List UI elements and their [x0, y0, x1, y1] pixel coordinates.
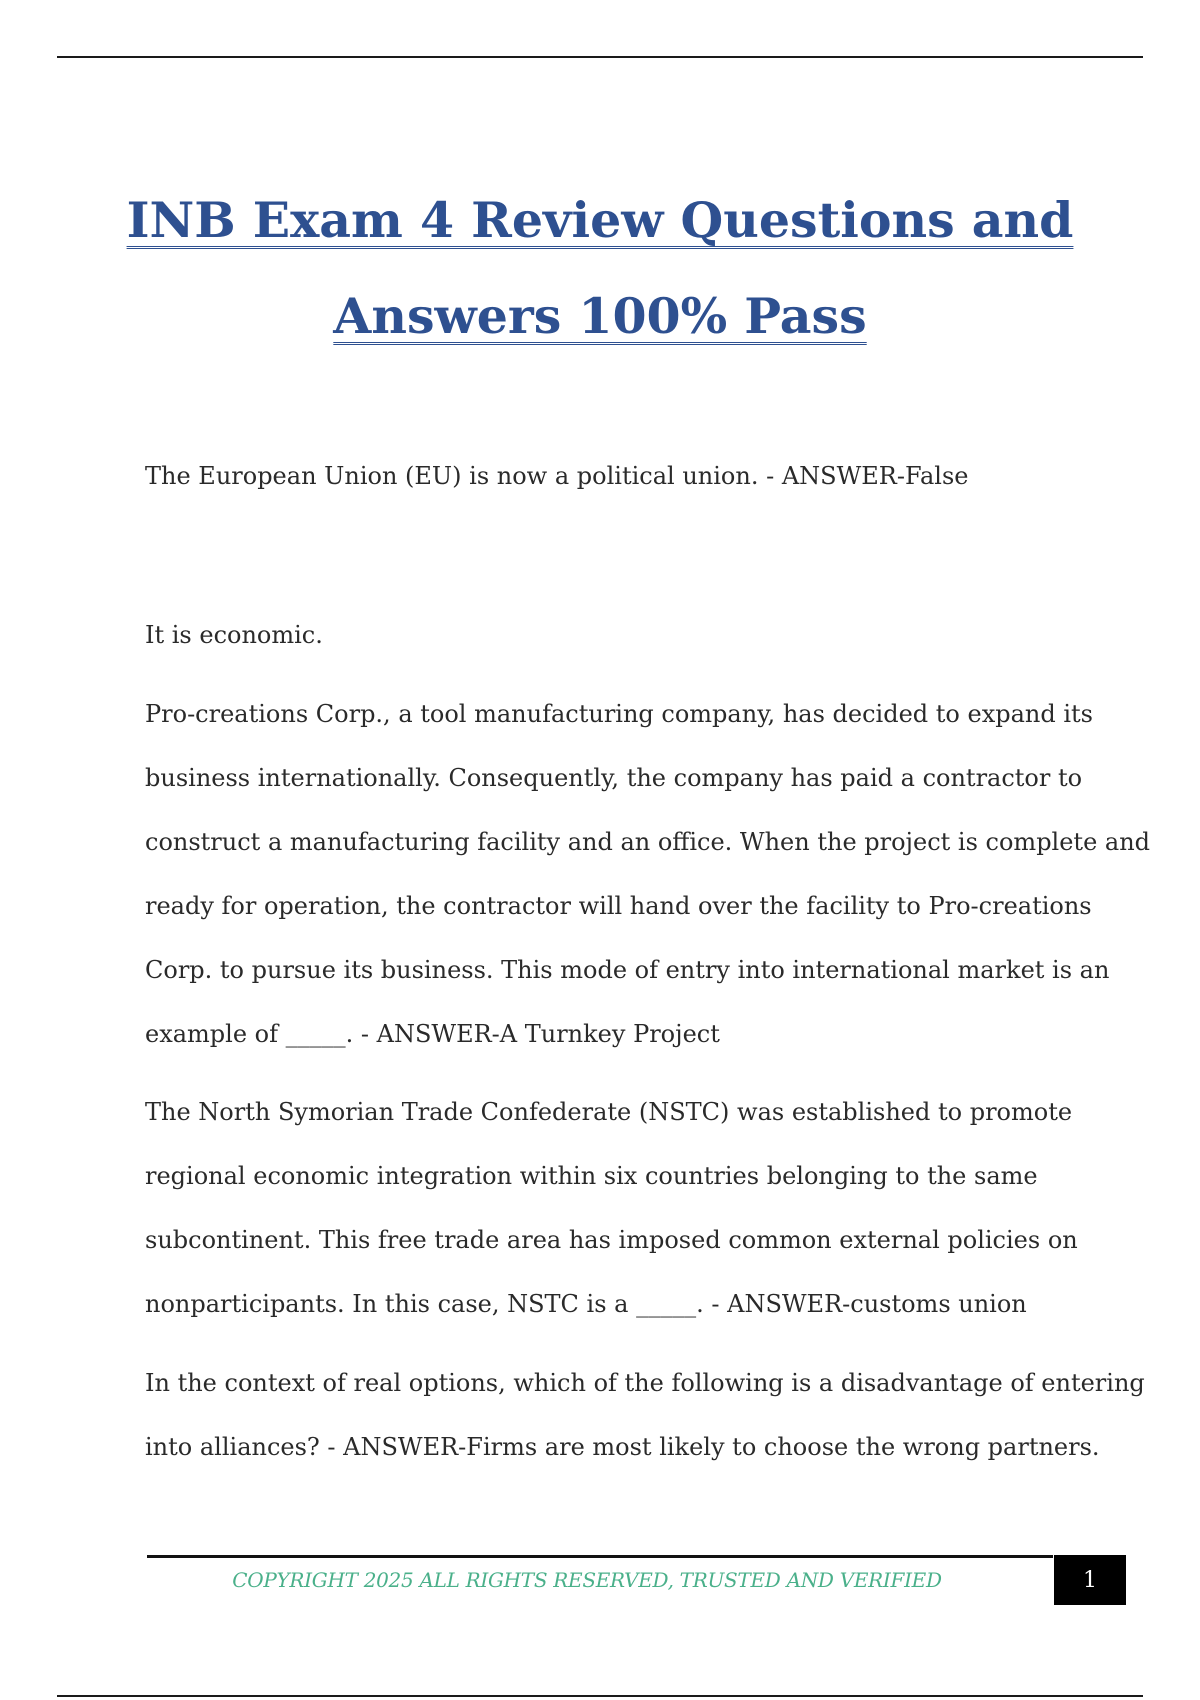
paragraph-turnkey-question	[145, 682, 1151, 1066]
paragraph-line: business internationally. Consequently, the company has paid a contractor to	[145, 764, 1083, 792]
footer-rule	[147, 1555, 1053, 1558]
paragraph-line: ready for operation, the contractor will hand over the facility to Pro-creations	[145, 892, 1092, 920]
paragraph-line: The European Union (EU) is now a political union. - ANSWER-False	[145, 462, 969, 490]
paragraph-line: regional economic integration within six countries belonging to the same	[145, 1162, 1038, 1190]
paragraph-line: example of _____. - ANSWER-A Turnkey Project	[145, 1020, 720, 1048]
title-line-2: Answers 100% Pass	[333, 287, 867, 345]
header-rule	[57, 56, 1143, 58]
paragraph-line: into alliances? - ANSWER-Firms are most likely to choose the wrong partners.	[145, 1433, 1100, 1461]
document-title	[100, 172, 1100, 364]
copyright-notice: COPYRIGHT 2025 ALL RIGHTS RESERVED, TRUSTED AND VERIFIED	[232, 1568, 942, 1592]
paragraph-line: Pro-creations Corp., a tool manufacturing company, has decided to expand its	[145, 700, 1093, 728]
paragraph-eu-question	[145, 444, 1065, 508]
paragraph-line: The North Symorian Trade Confederate (NSTC) was established to promote	[145, 1098, 1073, 1126]
paragraph-alliances-question	[145, 1351, 1145, 1479]
page-bottom-rule	[57, 1695, 1143, 1697]
title-line-1: INB Exam 4 Review Questions and	[126, 191, 1074, 249]
page-number: 1	[1054, 1555, 1126, 1605]
paragraph-line: In the context of real options, which of the following is a disadvantage of entering	[145, 1369, 1145, 1397]
paragraph-line: Corp. to pursue its business. This mode of entry into international market is an	[145, 956, 1110, 984]
paragraph-line: nonparticipants. In this case, NSTC is a _____. - ANSWER-customs union	[145, 1290, 1027, 1318]
paragraph-line: construct a manufacturing facility and an office. When the project is complete and	[145, 828, 1151, 856]
paragraph-nstc-question	[145, 1080, 1078, 1336]
paragraph-line: subcontinent. This free trade area has imposed common external policies on	[145, 1226, 1078, 1254]
paragraph-eu-explanation	[145, 603, 1065, 667]
paragraph-line: It is economic.	[145, 621, 323, 649]
